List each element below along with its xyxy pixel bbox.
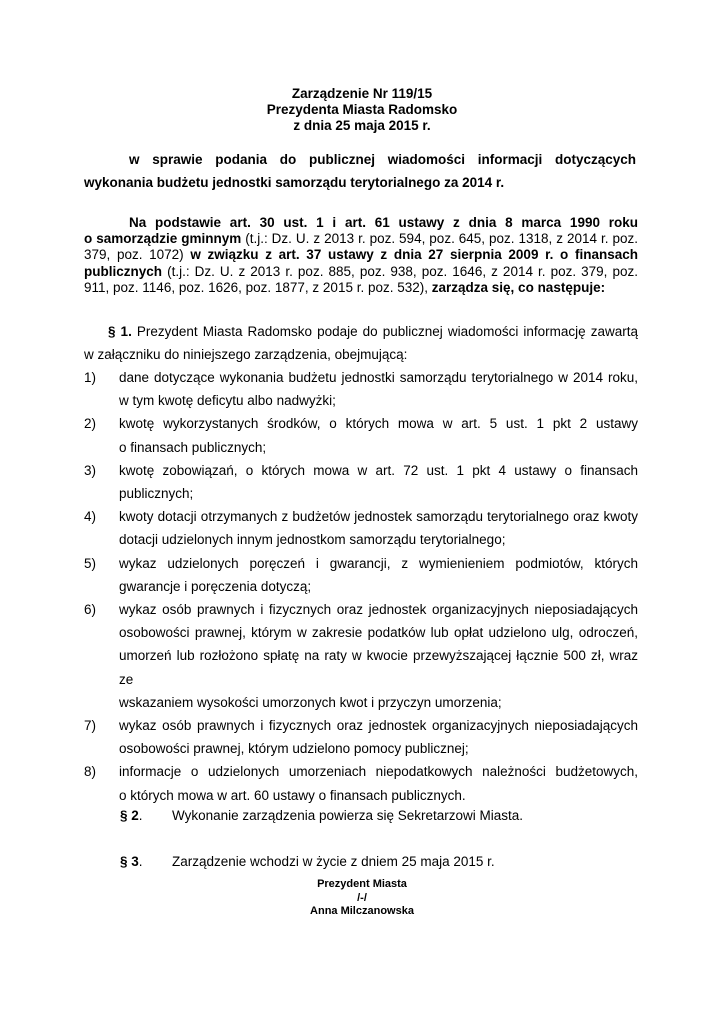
paragraph-3 — [120, 853, 495, 871]
list-item-line: kwotę wykorzystanych środków, o których mowa w art. 5 ust. 1 pkt 2 ustawy — [119, 416, 638, 432]
list-item-line: o finansach publicznych; — [119, 439, 267, 455]
list-item-line: w tym kwotę deficytu albo nadwyżki; — [119, 393, 336, 409]
list-item-text — [119, 459, 638, 505]
list-item — [84, 505, 638, 551]
basis-line-3 — [84, 247, 638, 263]
list-item — [84, 760, 638, 806]
list-item — [84, 366, 638, 412]
paragraph-1-line-2: w załączniku do niniejszego zarządzenia, obejmującą: — [84, 347, 408, 363]
ordinance-issuer: Prezydenta Miasta Radomsko — [266, 102, 458, 117]
paragraph-2-text: Wykonanie zarządzenia powierza się Sekretarzowi Miasta. — [172, 808, 524, 823]
list-item-line: osobowości prawnej, którym udzielono pomocy publicznej; — [119, 741, 469, 757]
list-item-line: o których mowa w art. 60 ustawy o finansach publicznych. — [119, 787, 466, 803]
list-item-number: 8) — [84, 764, 97, 780]
paragraph-2 — [120, 807, 523, 825]
basis-related-citation: (t.j.: Dz. U. z 2013 r. poz. 885, poz. 938, poz. 1646, z 2014 r. poz. 379, poz. — [162, 263, 638, 279]
signature-title: Prezydent Miasta — [317, 878, 407, 890]
basis-resolution: zarządza się, co następuje: — [431, 279, 606, 295]
list-item-text — [119, 714, 638, 760]
list-item-text — [119, 505, 638, 551]
basis-line-2 — [84, 231, 638, 247]
paragraph-1-text: Prezydent Miasta Radomsko podaje do publicznej wiadomości informację zawartą — [131, 324, 638, 339]
basis-act-name: o samorządzie gminnym — [84, 231, 242, 247]
signature-block — [0, 878, 724, 919]
subject-line-1: w sprawie podania do publicznej wiadomości informacji dotyczących — [129, 152, 636, 167]
paragraph-3-label: § 3. — [120, 854, 143, 869]
list-item — [84, 598, 638, 714]
list-item-number: 5) — [84, 555, 97, 571]
list-item-number: 1) — [84, 370, 97, 385]
list-item-text — [119, 598, 638, 714]
list-item-text — [119, 366, 638, 412]
list-item-number: 3) — [84, 462, 97, 478]
list-item-number: 2) — [84, 416, 97, 432]
signature-name: Anna Milczanowska — [310, 905, 414, 917]
legal-basis — [84, 215, 638, 296]
list-item-line: wykaz osób prawnych i fizycznych oraz jednostek organizacyjnych nieposiadających — [119, 718, 638, 734]
list-item-line: wskazaniem wysokości umorzonych kwot i przyczyn umorzenia; — [119, 694, 502, 710]
list-item-text — [119, 552, 638, 598]
list-item-line: dotacji udzielonych innym jednostkom samorządu terytorialnego; — [119, 532, 506, 548]
list-item-line: kwotę zobowiązań, o których mowa w art. 72 ust. 1 pkt 4 ustawy o finansach — [119, 462, 638, 478]
list-item-line: dane dotyczące wykonania budżetu jednostki samorządu terytorialnego w 2014 roku, — [119, 370, 638, 385]
list-item-line: publicznych; — [119, 486, 194, 502]
paragraph-1-line-1 — [84, 320, 638, 343]
document-header — [0, 86, 724, 134]
list-item-text — [119, 760, 638, 806]
basis-related-act: w związku z art. 37 ustawy z dnia 27 sierpnia 2009 r. o finansach — [190, 247, 638, 263]
ordinance-date: z dnia 25 maja 2015 r. — [293, 118, 431, 133]
paragraph-1 — [84, 320, 638, 366]
basis-citation: (t.j.: Dz. U. z 2013 r. poz. 594, poz. 645, poz. 1318, z 2014 r. poz. — [241, 231, 638, 247]
list-item-line: umorzeń lub rozłożono spłatę na raty w kwocie przewyższającej łącznie 500 zł, wraz ze — [119, 648, 638, 687]
list-item-line: osobowości prawnej, którym w zakresie podatków lub opłat udzielono ulg, odroczeń, — [119, 625, 638, 641]
list-item-line: wykaz udzielonych poręczeń i gwarancji, z wymienieniem podmiotów, których — [119, 555, 638, 571]
paragraph-2-label: § 2. — [120, 808, 143, 823]
basis-line-5 — [84, 280, 638, 296]
subject-line-2: wykonania budżetu jednostki samorządu terytorialnego za 2014 r. — [84, 175, 505, 190]
basis-citation-cont: 379, poz. 1072) — [84, 247, 191, 263]
list-item-line: gwarancje i poręczenia dotyczą; — [119, 578, 312, 594]
list-item-line: informacje o udzielonych umorzeniach niepodatkowych należności budżetowych, — [119, 764, 638, 780]
basis-related-citation-cont: 911, poz. 1146, poz. 1626, poz. 1877, z 2015 r. poz. 532), — [84, 279, 432, 295]
ordinance-number: Zarządzenie Nr 119/15 — [291, 86, 433, 101]
paragraph-1-label: § 1. — [108, 324, 132, 339]
list-item — [84, 412, 638, 458]
list-item — [84, 714, 638, 760]
list-item-text — [119, 412, 638, 458]
basis-related-act-cont: publicznych — [84, 263, 163, 279]
ordinance-subject — [84, 148, 636, 194]
list-item-line: kwoty dotacji otrzymanych z budżetów jednostek samorządu terytorialnego oraz kwoty — [119, 509, 638, 525]
list-item — [84, 552, 638, 598]
basis-line-4 — [84, 264, 638, 280]
list-item-line: wykaz osób prawnych i fizycznych oraz jednostek organizacyjnych nieposiadających — [119, 602, 638, 618]
list-item — [84, 459, 638, 505]
list-item-number: 6) — [84, 602, 97, 618]
basis-line-1: Na podstawie art. 30 ust. 1 i art. 61 ustawy z dnia 8 marca 1990 roku — [129, 215, 638, 230]
paragraph-3-text: Zarządzenie wchodzi w życie z dniem 25 maja 2015 r. — [172, 854, 495, 869]
list-item-number: 7) — [84, 718, 97, 734]
list-item-number: 4) — [84, 509, 97, 525]
scope-list — [84, 366, 638, 807]
signature-mark: /-/ — [357, 891, 367, 904]
